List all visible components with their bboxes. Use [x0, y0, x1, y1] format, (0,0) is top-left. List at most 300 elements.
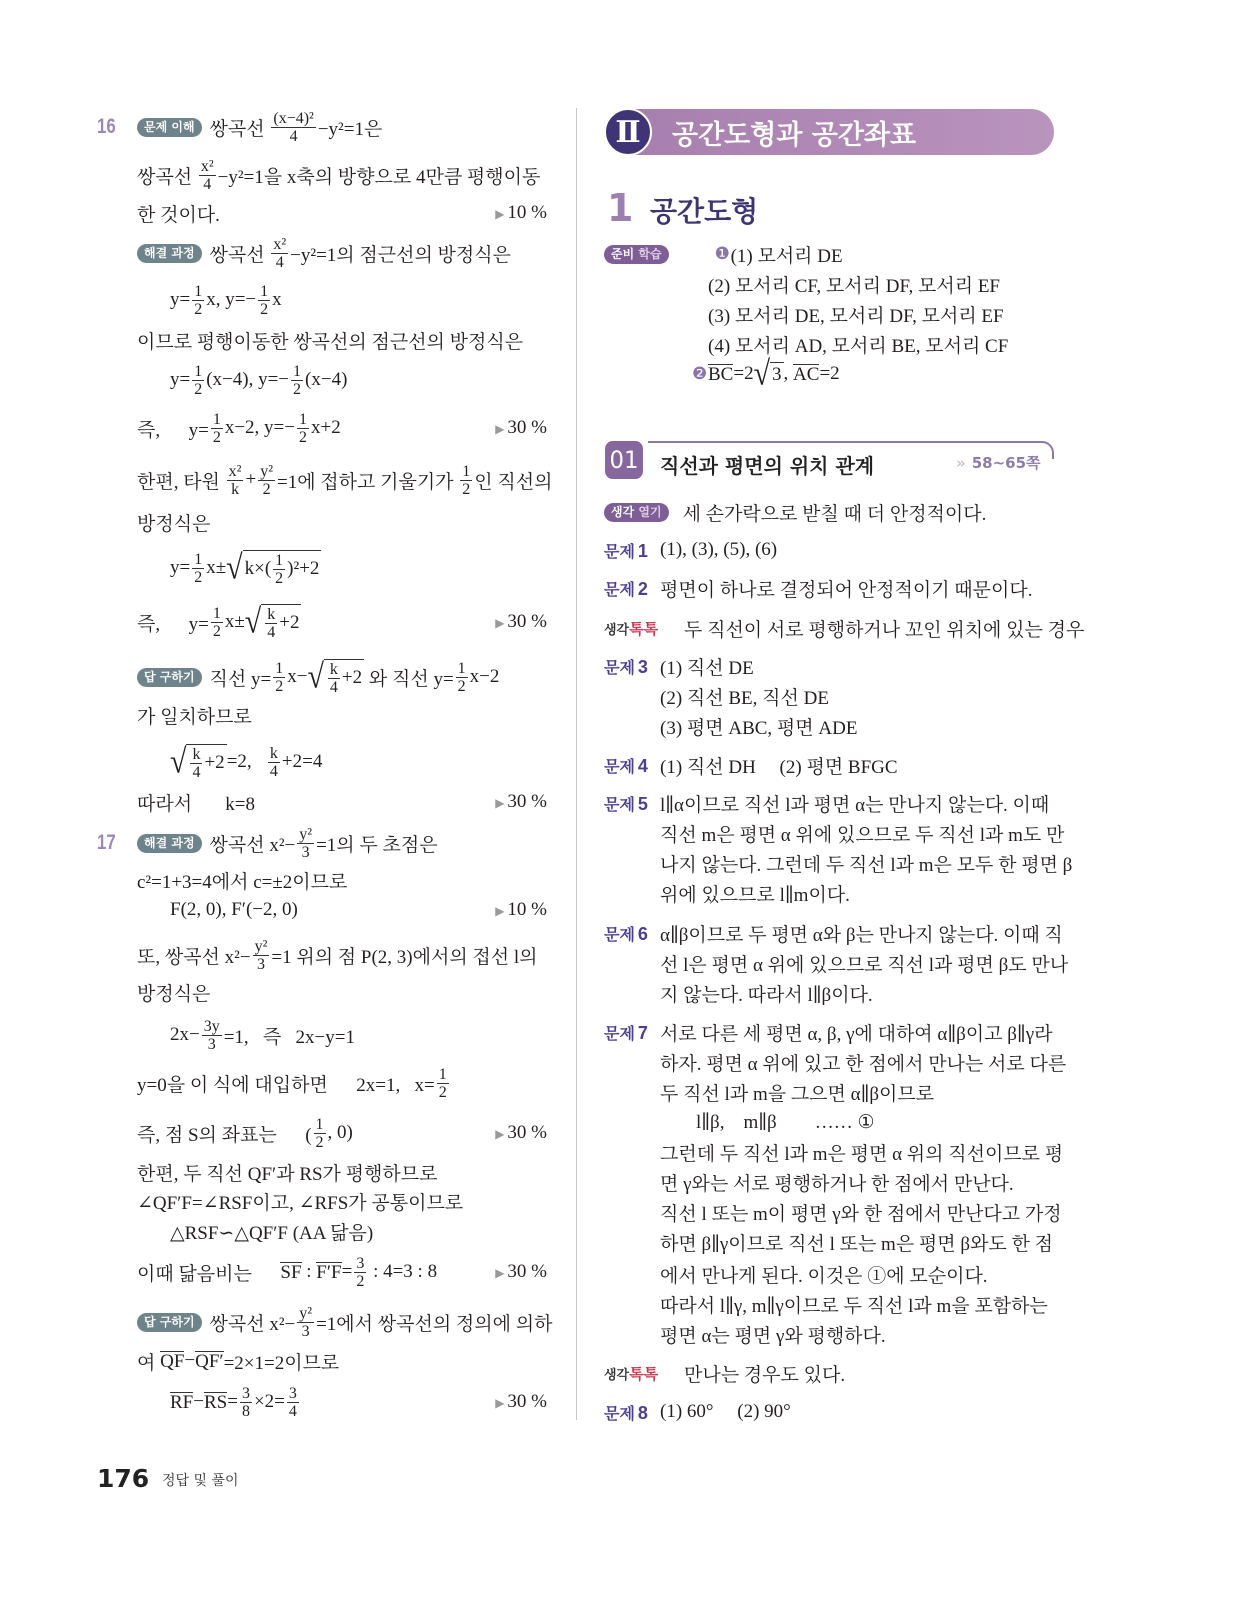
score-percent	[495, 1391, 547, 1413]
line-body	[137, 789, 255, 816]
fraction	[297, 411, 309, 446]
text-run: (2) 모서리 CF, 모서리 DF, 모서리 EF	[708, 275, 1000, 297]
text-run: 즉, y=	[137, 419, 209, 441]
radicand	[243, 550, 322, 587]
text-run: (3) 평면 ABC, 평면 ADE	[660, 717, 858, 739]
text-run: 평면 α는 평면 γ와 평행하다.	[660, 1325, 886, 1347]
line-body	[660, 790, 1049, 817]
line-body	[660, 920, 1063, 947]
problem-label	[604, 754, 660, 777]
denominator: 2	[212, 622, 221, 640]
text-run: (x−4), y=−	[206, 369, 290, 390]
text-run: △RSF∽△QF′F (AA 닮음)	[170, 1222, 374, 1244]
line-body	[708, 301, 1004, 328]
numerator: y²	[254, 937, 268, 955]
solution-line	[137, 462, 553, 498]
label-number: 3	[637, 656, 648, 677]
answer-line	[604, 679, 1054, 713]
denominator: 2	[212, 428, 221, 446]
badge-a: 생각	[611, 504, 639, 519]
numerator: 1	[194, 282, 203, 300]
fraction	[328, 661, 340, 696]
line-body	[170, 1385, 301, 1420]
denominator: 2	[462, 480, 471, 498]
denominator: 4	[269, 762, 278, 780]
score-percent	[495, 417, 547, 439]
segment-name: QF	[160, 1350, 185, 1372]
solution-line	[137, 283, 547, 317]
text-run: =	[227, 1391, 238, 1412]
line-body	[684, 1360, 845, 1387]
fraction	[268, 745, 280, 780]
fraction	[265, 606, 277, 641]
numerator: 1	[275, 659, 284, 677]
line-body	[660, 1199, 1062, 1226]
answer-line	[604, 1257, 1054, 1291]
tip-label	[604, 618, 684, 639]
line-body	[137, 604, 301, 641]
line-body	[708, 354, 840, 393]
line-body	[137, 327, 523, 354]
text-run: x	[272, 289, 282, 310]
section-number: 1	[607, 186, 634, 230]
label-text: 문제	[604, 1025, 635, 1043]
numerator: 1	[212, 410, 221, 428]
numerator: k	[329, 660, 338, 678]
answer-line	[604, 1195, 1062, 1229]
segment-name: F′F	[316, 1261, 342, 1283]
denominator: 2	[194, 568, 203, 586]
numerator: 3	[356, 1254, 365, 1272]
text-run: 와 직선 y=	[364, 668, 454, 690]
solution-line	[137, 158, 547, 192]
fraction	[192, 551, 204, 586]
line-body	[210, 826, 438, 861]
fraction	[199, 158, 216, 193]
solution-line	[137, 742, 547, 781]
line-body	[137, 867, 347, 894]
text-run: (1) 직선 DE	[660, 657, 754, 679]
fraction	[297, 1305, 314, 1340]
percent-text: 10 %	[507, 202, 547, 223]
text-run: =1 위의 점 P(2, 3)에서의 접선 l의	[271, 946, 538, 968]
triangle-right-icon: ▶	[495, 904, 505, 918]
solution-line	[137, 863, 547, 897]
triangle-right-icon: ▶	[495, 207, 505, 221]
step-badge: 해결 과정	[137, 244, 202, 263]
fraction	[297, 826, 314, 861]
text-run: +2	[204, 752, 225, 773]
score-percent	[495, 791, 547, 813]
text-run: =1에 접하고 기울기가	[276, 471, 459, 493]
answer-line	[604, 1356, 1054, 1390]
text-run: 쌍곡선	[209, 244, 270, 266]
label-text: 문제	[604, 926, 635, 944]
answer-line	[604, 1015, 1053, 1049]
answer-line	[604, 946, 1069, 980]
answer-line	[604, 1045, 1067, 1079]
problem-label	[604, 655, 660, 678]
line-body	[137, 702, 252, 729]
numerator: 3	[288, 1384, 297, 1402]
line-body	[170, 363, 347, 398]
numerator: 1	[438, 1065, 447, 1083]
problem-label	[604, 539, 660, 562]
fraction	[273, 552, 285, 587]
text-run: 여	[137, 1352, 161, 1374]
denominator: 2	[262, 480, 271, 498]
text-run: 두 직선 l과 m을 그으면 α∥β이므로	[660, 1083, 935, 1105]
line-body	[170, 1218, 373, 1245]
line-body	[708, 271, 1000, 298]
text-run: 방정식은	[137, 513, 211, 535]
text-run: 평면이 하나로 결정되어 안정적이기 때문이다.	[660, 579, 1033, 601]
line-body	[660, 950, 1068, 977]
line-body	[660, 1049, 1066, 1076]
fraction	[271, 110, 315, 145]
label-number: 8	[637, 1402, 648, 1423]
line-body	[137, 200, 220, 227]
double-chevron-icon: »	[956, 454, 966, 472]
text-run: l∥α이므로 직선 l과 평면 α는 만나지 않는다. 이때	[660, 794, 1050, 816]
numerator: 1	[194, 550, 203, 568]
square-root	[170, 744, 227, 781]
answer-line	[604, 533, 1054, 567]
tip-label-b: 톡톡	[629, 1365, 659, 1383]
solution-line	[137, 1018, 547, 1052]
circled-number: ❷	[692, 364, 708, 383]
text-run: c²=1+3=4에서 c=±2이므로	[137, 871, 348, 893]
tip-label-a: 생각	[604, 1366, 630, 1382]
text-run: =1에서 쌍곡선의 정의에 의하	[316, 1313, 553, 1335]
text-run: 두 직선이 서로 평행하거나 꼬인 위치에 있는 경우	[684, 619, 1085, 641]
text-run: −y²=1의 점근선의 방정식은	[290, 244, 511, 266]
text-run: =2,	[226, 751, 266, 772]
fraction	[258, 463, 275, 498]
text-run: (1) 60° (2) 90°	[660, 1401, 791, 1422]
line-body	[137, 509, 210, 536]
section-badge	[604, 503, 669, 522]
text-run: 2x−	[170, 1024, 200, 1045]
answer-line	[604, 786, 1050, 820]
label-text: 문제	[604, 543, 635, 561]
text-run: y=	[170, 369, 191, 390]
text-run: 한편, 두 직선 QF′과 RS가 평행하므로	[137, 1163, 438, 1185]
step-badge: 문제 이해	[137, 118, 202, 137]
text-run: )²+2	[287, 558, 320, 579]
line-body	[660, 1139, 1063, 1166]
denominator: 2	[194, 300, 203, 318]
solution-line	[137, 1255, 547, 1289]
radical-sign-icon: √	[753, 354, 771, 393]
text-run: x, y=−	[206, 289, 257, 310]
numerator: 1	[212, 604, 221, 622]
section-title: 공간도형	[650, 195, 759, 228]
line-body	[660, 980, 873, 1007]
solution-line	[137, 323, 547, 357]
label-text: 문제	[604, 581, 635, 599]
radical-sign-icon: √	[307, 657, 324, 696]
line-body	[660, 1169, 1014, 1196]
solution-line	[137, 698, 547, 732]
text-run: 또, 쌍곡선 x²−	[137, 946, 251, 968]
percent-text: 30 %	[507, 791, 547, 812]
solution-line	[137, 548, 547, 587]
unit-page-range	[956, 452, 1041, 473]
text-run: 에서 만나게 된다. 이것은 ①에 모순이다.	[660, 1265, 988, 1287]
text-run: y=0을 이 식에 대입하면 2x=1, x=	[137, 1074, 435, 1096]
unit-title: 직선과 평면의 위치 관계	[660, 454, 875, 478]
text-run: , 0)	[327, 1122, 353, 1143]
denominator: 2	[315, 1133, 324, 1151]
line-body	[660, 1321, 886, 1348]
text-run: =1의 두 초점은	[316, 834, 438, 856]
score-percent	[495, 1122, 547, 1144]
text-run: +2	[279, 612, 300, 633]
text-run: (4) 모서리 AD, 모서리 BE, 모서리 CF	[708, 335, 1009, 357]
answer-line	[604, 237, 1054, 271]
text-run: y=	[170, 289, 191, 310]
text-run: 쌍곡선 x²−	[209, 834, 296, 856]
text-run: =	[341, 1261, 353, 1282]
line-body	[660, 1291, 1048, 1318]
answer-line	[604, 1317, 1054, 1351]
text-run: x−	[287, 666, 308, 687]
text-run: 이므로 평행이동한 쌍곡선의 점근선의 방정식은	[137, 331, 524, 353]
section-badge	[604, 245, 669, 264]
text-run: 나지 않는다. 그런데 두 직선 l과 m은 모두 한 평면 β	[660, 854, 1073, 876]
line-body	[137, 158, 540, 193]
solution-line	[137, 236, 547, 270]
answer-line	[604, 846, 1073, 880]
segment-name: QF′	[195, 1350, 224, 1372]
fraction	[258, 283, 270, 318]
fraction	[437, 1066, 449, 1101]
text-run: 면 γ와는 서로 평행하거나 한 점에서 만난다.	[660, 1173, 1014, 1195]
denominator: 4	[267, 623, 276, 641]
radicand	[770, 362, 784, 386]
text-run: 쌍곡선 x²−	[209, 1313, 296, 1335]
denominator: 2	[194, 380, 203, 398]
answer-line	[604, 916, 1063, 950]
line-body	[660, 1079, 934, 1106]
radicand	[261, 604, 301, 641]
triangle-right-icon: ▶	[495, 616, 505, 630]
line-body	[660, 1261, 988, 1288]
numerator: 1	[462, 462, 471, 480]
fraction	[456, 660, 468, 695]
fraction	[240, 1385, 252, 1420]
line-body	[660, 713, 857, 740]
numerator: (x−4)²	[273, 109, 314, 127]
numerator: x²	[228, 462, 242, 480]
square-root	[753, 354, 784, 393]
line-body	[170, 744, 322, 781]
denominator: 2	[275, 677, 284, 695]
solution-line	[137, 602, 547, 641]
denominator: 8	[241, 1402, 250, 1420]
score-percent	[495, 202, 547, 224]
line-body	[210, 110, 383, 145]
triangle-right-icon: ▶	[495, 796, 505, 810]
answer-line	[604, 1225, 1053, 1259]
fraction	[190, 746, 202, 781]
segment-name: RF	[170, 1391, 194, 1413]
text-run: (1) 모서리 DE	[730, 245, 843, 267]
solution-line	[137, 785, 547, 819]
text-run: 따라서 k=8	[137, 793, 256, 815]
label-number: 5	[637, 793, 648, 814]
numerator: y²	[299, 825, 313, 843]
chapter-title: 공간도형과 공간좌표	[672, 120, 917, 151]
label-number: 4	[637, 755, 648, 776]
percent-text: 30 %	[507, 1122, 547, 1143]
solution-line	[137, 1116, 547, 1150]
tip-label-b: 톡톡	[629, 620, 659, 638]
text-run: +	[245, 469, 257, 490]
square-root	[245, 604, 302, 641]
line-body	[170, 550, 321, 587]
line-body	[137, 979, 210, 1006]
numerator: k	[269, 744, 278, 762]
text-run: (1), (3), (5), (6)	[660, 539, 778, 560]
answer-line	[604, 267, 1054, 301]
answer-line	[604, 976, 1054, 1010]
text-run: x+2	[310, 417, 341, 438]
text-run: 선 l은 평면 α 위에 있으므로 직선 l과 평면 β도 만나	[660, 954, 1069, 976]
line-body	[660, 850, 1072, 877]
problem-label	[604, 577, 660, 600]
numerator: 1	[298, 410, 307, 428]
text-run: 하자. 평면 α 위에 있고 한 점에서 만나는 서로 다른	[660, 1053, 1067, 1075]
solution-line	[97, 109, 547, 145]
solution-line	[97, 825, 547, 861]
line-body	[660, 752, 898, 779]
denominator: 2	[260, 300, 269, 318]
numerator: 3y	[203, 1017, 220, 1035]
square-root	[226, 550, 321, 587]
answer-line	[604, 1075, 1054, 1109]
answer-line	[604, 354, 1054, 393]
text-run: 인 직선의	[474, 471, 553, 493]
problem-label	[604, 922, 660, 945]
fraction	[273, 660, 285, 695]
label-number: 6	[637, 923, 648, 944]
line-body	[696, 1111, 874, 1134]
text-run: 방정식은	[137, 983, 211, 1005]
solution-line	[137, 1344, 547, 1378]
denominator: 4	[288, 1402, 297, 1420]
line-body	[683, 499, 987, 526]
solution-line	[137, 363, 547, 397]
fraction	[291, 363, 303, 398]
line-body	[137, 1255, 437, 1290]
line-body	[137, 1188, 463, 1215]
fraction	[192, 363, 204, 398]
text-run: (3) 모서리 DE, 모서리 DF, 모서리 EF	[708, 305, 1004, 327]
text-run: x−2	[469, 666, 500, 687]
text-run: 세 손가락으로 받칠 때 더 안정적이다.	[682, 503, 987, 525]
line-body	[660, 1401, 791, 1423]
answer-line	[604, 571, 1054, 605]
badge-b: 열기	[638, 504, 662, 519]
circled-number: ❶	[714, 244, 730, 263]
solution-line	[137, 893, 547, 927]
text-run: −	[184, 1350, 196, 1371]
line-body	[210, 236, 511, 271]
score-percent	[495, 899, 547, 921]
line-body	[137, 1159, 437, 1186]
radical-sign-icon: √	[244, 602, 262, 641]
numerator: 1	[275, 551, 284, 569]
segment-name: BC	[708, 363, 734, 385]
text-run: +2=4	[281, 751, 323, 772]
label-text: 문제	[604, 1405, 635, 1423]
text-run: +2	[341, 667, 363, 688]
line-body	[170, 283, 282, 318]
text-run: (x−4)	[305, 369, 348, 390]
numerator: k	[267, 605, 276, 623]
denominator: 3	[301, 1322, 310, 1340]
fraction	[227, 463, 244, 498]
line-body	[137, 1066, 451, 1101]
line-body	[210, 659, 500, 696]
fraction	[253, 938, 270, 973]
text-run: 한편, 타원	[137, 471, 225, 493]
text-run: 그런데 두 직선 l과 m은 평면 α 위의 직선이므로 평	[660, 1143, 1064, 1165]
text-run: 직선 l 또는 m이 평면 γ와 한 점에서 만난다고 가정	[660, 1203, 1062, 1225]
line-body	[660, 1019, 1052, 1046]
numerator: 1	[315, 1115, 324, 1133]
denominator: 2	[457, 677, 466, 695]
denominator: 2	[293, 380, 302, 398]
answer-line	[604, 1395, 1054, 1429]
answer-line	[604, 495, 1054, 529]
denominator: 4	[275, 253, 284, 271]
square-root	[307, 659, 364, 696]
line-body	[660, 539, 777, 561]
line-body	[137, 463, 552, 498]
fraction	[192, 283, 204, 318]
text-run: −y²=1은	[317, 118, 383, 140]
text-run: (1) 직선 DH (2) 평면 BFGC	[660, 756, 898, 778]
numerator: x²	[200, 157, 214, 175]
answer-line	[604, 297, 1054, 331]
problem-number: 16	[97, 115, 116, 138]
text-run: (2) 직선 BE, 직선 DE	[660, 687, 829, 709]
answer-line	[604, 327, 1054, 361]
text-run: y=	[170, 557, 191, 578]
numerator: 1	[457, 659, 466, 677]
triangle-right-icon: ▶	[495, 1266, 505, 1280]
line-body	[170, 899, 298, 921]
answer-line	[604, 649, 1054, 683]
footer-label: 정답 및 풀이	[162, 1473, 239, 1489]
numerator: 1	[293, 362, 302, 380]
solution-line	[137, 505, 547, 539]
numerator: x²	[273, 235, 287, 253]
text-run: 위에 있으므로 l∥m이다.	[660, 884, 850, 906]
triangle-right-icon: ▶	[495, 422, 505, 436]
text-run: 즉, 점 S의 좌표는 (	[137, 1124, 312, 1146]
fraction	[354, 1255, 366, 1290]
denominator: 3	[301, 843, 310, 861]
fraction	[202, 1018, 222, 1053]
step-badge: 답 구하기	[137, 1313, 202, 1332]
label-number: 1	[637, 540, 648, 561]
solution-line	[137, 1214, 547, 1248]
answer-line	[604, 1165, 1054, 1199]
